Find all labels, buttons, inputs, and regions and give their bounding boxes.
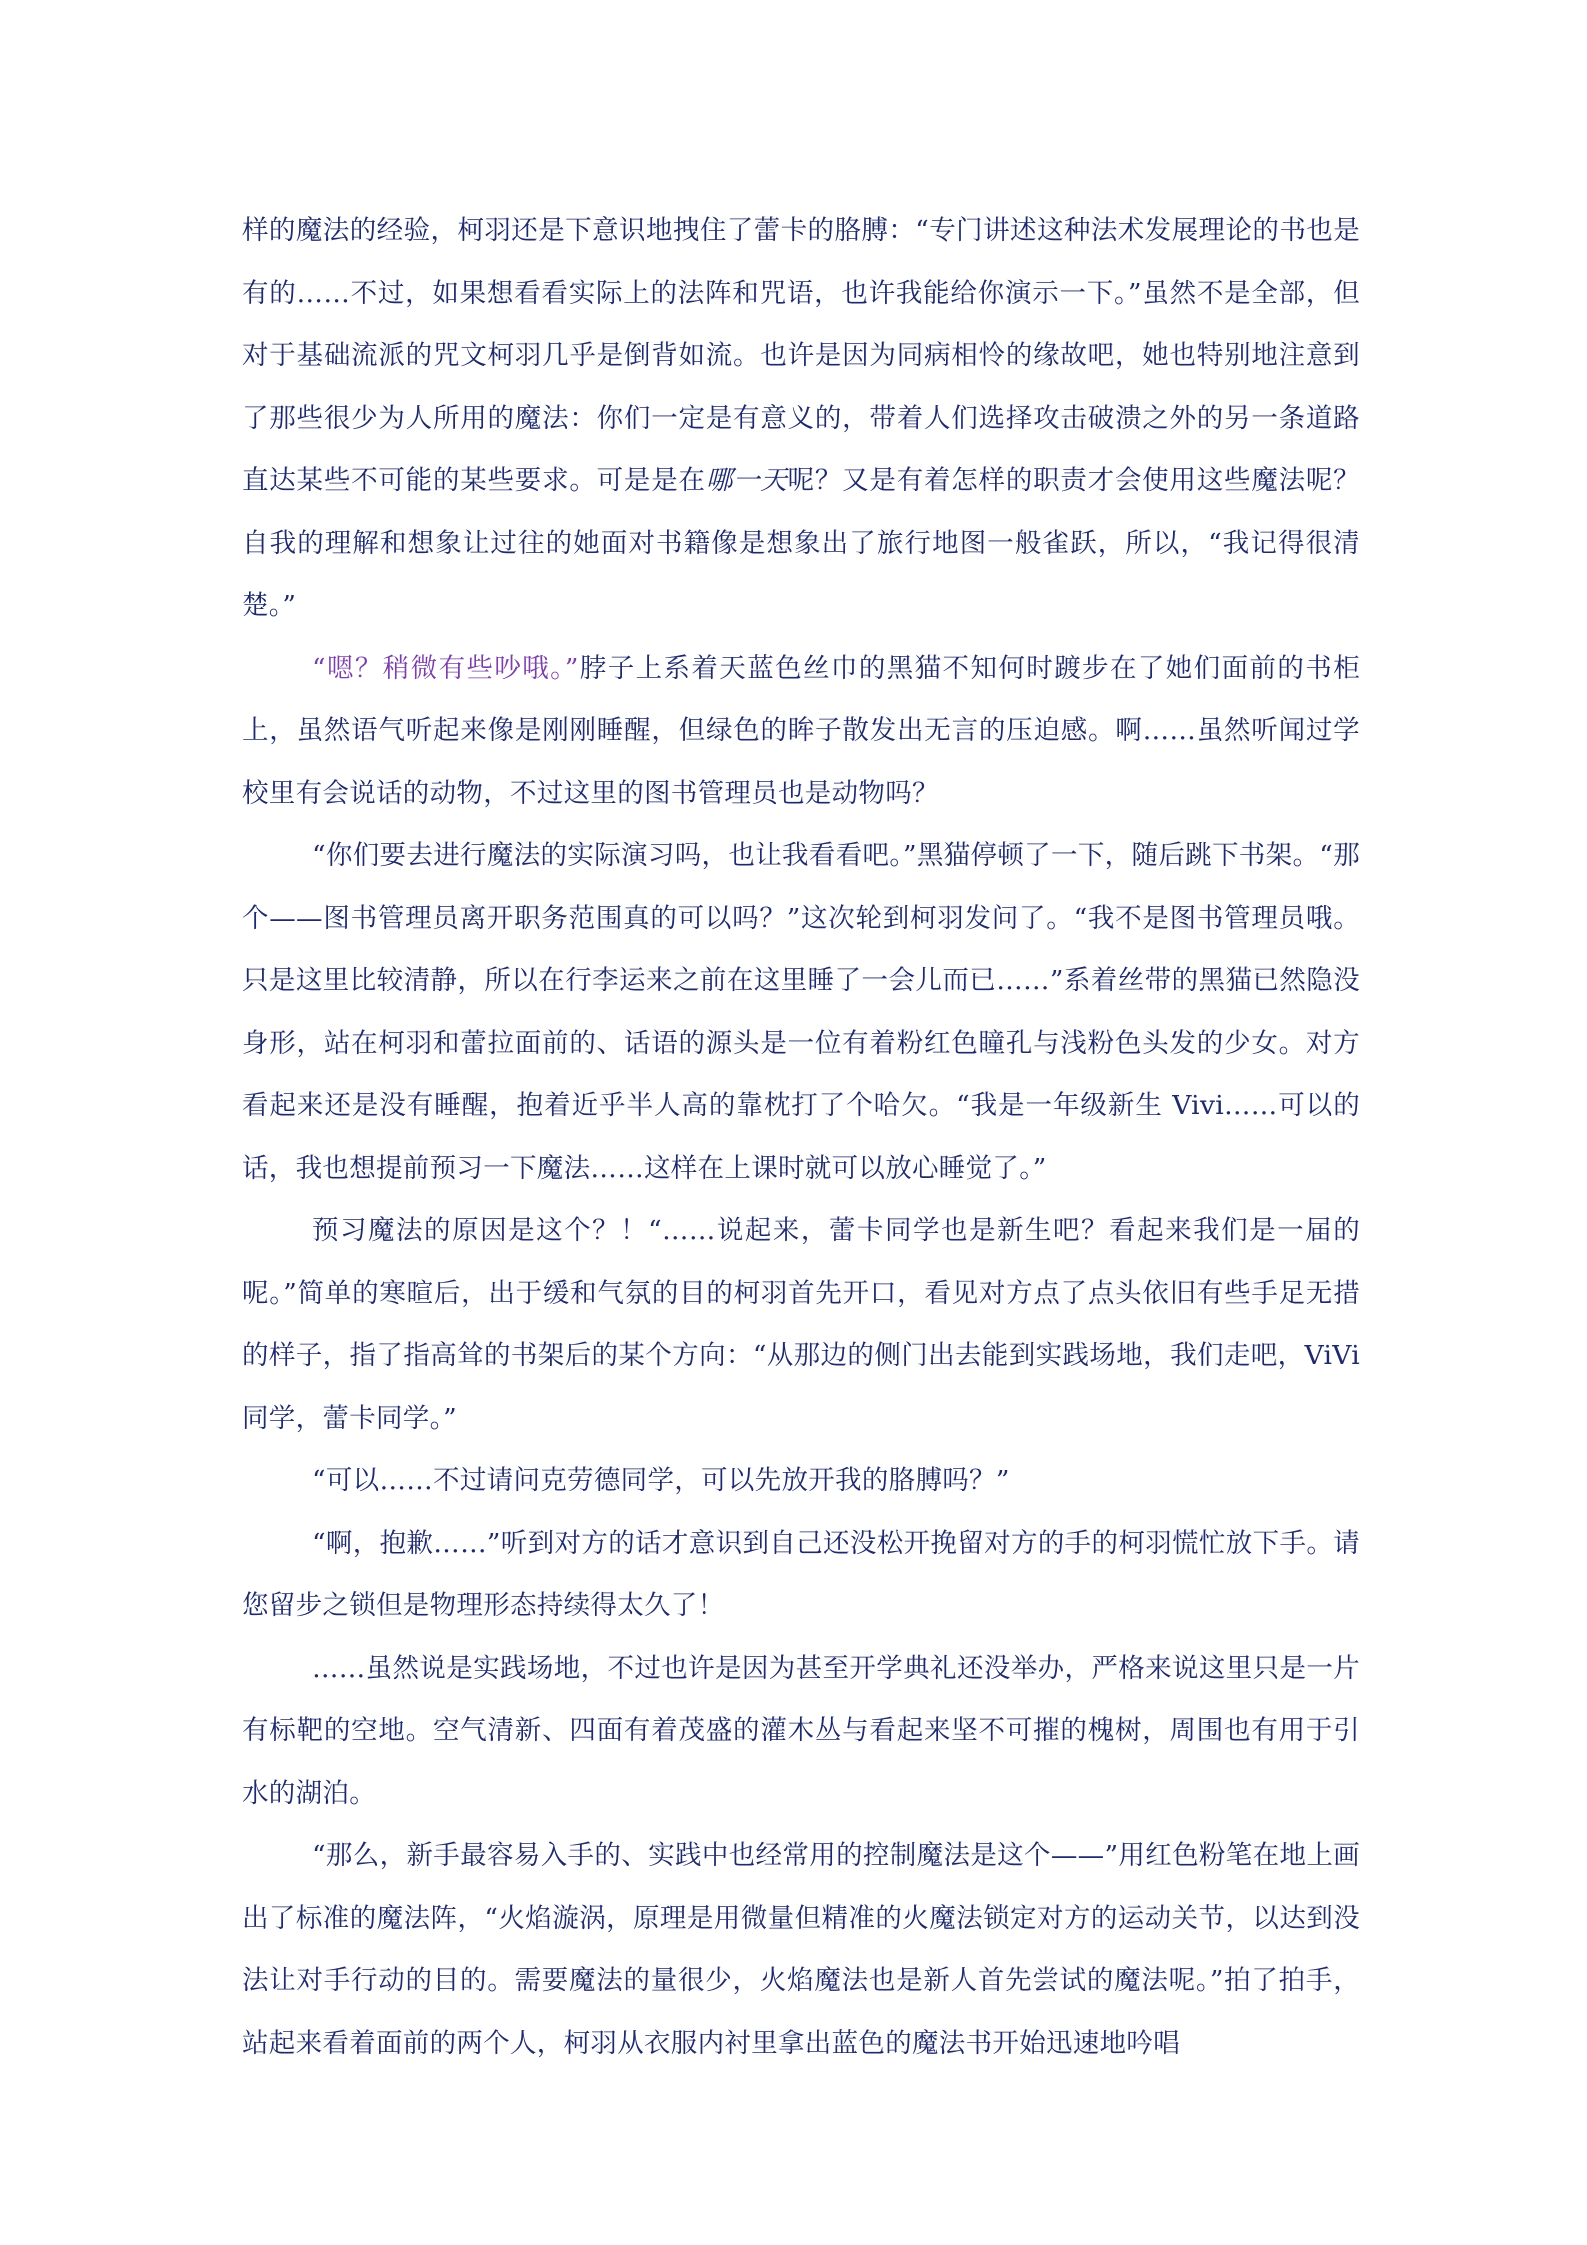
paragraph-2 [242,638,1360,826]
paragraph-4-text: 预习魔法的原因是这个？！“……说起来，蕾卡同学也是新生吧？看起来我们是一届的呢。”简单的寒暄后，出于缓和气氛的目的柯羽首先开口，看见对方点了点头依旧有些手足无措的样子，指了指高耸的书架后的某个方向：“从那边的侧门出去能到实践场地，我们走吧，ViVi 同学，蕾卡同学。” [242,1215,1360,1434]
paragraph-1-italic-phrase: 哪一天 [705,465,788,496]
paragraph-1-text-a: 样的魔法的经验，柯羽还是下意识地拽住了蕾卡的胳膊：“专门讲述这种法术发展理论的书也是有的……不过，如果想看看实际上的法阵和咒语，也许我能给你演示一下。”虽然不是全部，但对于基础流派的咒文柯羽几乎是倒背如流。也许是因为同病相怜的缘故吧，她也特别地注意到了那些很少为人所用的魔法：你们一定是有意义的，带着人们选择攻击破溃之外的另一条道路直达某些不可能的某些要求。可是是在 [242,215,1360,496]
paragraph-5 [242,1450,1360,1513]
paragraph-7-text: ……虽然说是实践场地，不过也许是因为甚至开学典礼还没举办，严格来说这里只是一片有标靶的空地。空气清新、四面有着茂盛的灌木丛与看起来坚不可摧的槐树，周围也有用于引水的湖泊。 [242,1652,1360,1809]
paragraph-1-text-b: 呢？又是有着怎样的职责才会使用这些魔法呢？自我的理解和想象让过往的她面对书籍像是想象出了旅行地图一般雀跃，所以，“我记得很清楚。” [242,465,1360,621]
paragraph-6-text: “啊，抱歉……”听到对方的话才意识到自己还没松开挽留对方的手的柯羽慌忙放下手。请您留步之锁但是物理形态持续得太久了！ [242,1527,1360,1621]
paragraph-7 [242,1638,1360,1826]
paragraph-1 [242,200,1360,638]
paragraph-3-text: “你们要去进行魔法的实际演习吗，也让我看看吧。”黑猫停顿了一下，随后跳下书架。“那个——图书管理员离开职务范围真的可以吗？”这次轮到柯羽发问了。“我不是图书管理员哦。只是这里比较清静，所以在行李运来之前在这里睡了一会儿而已……”系着丝带的黑猫已然隐没身形，站在柯羽和蕾拉面前的、话语的源头是一位有着粉红色瞳孔与浅粉色头发的少女。对方看起来还是没有睡醒，抱着近乎半人高的靠枕打了个哈欠。“我是一年级新生 Vivi……可以的话，我也想提前预习一下魔法……这样在上课时就可以放心睡觉了。” [242,840,1360,1184]
paragraph-2-text: 脖子上系着天蓝色丝巾的黑猫不知何时踱步在了她们面前的书柜上，虽然语气听起来像是刚刚睡醒，但绿色的眸子散发出无言的压迫感。啊……虽然听闻过学校里有会说话的动物，不过这里的图书管理员也是动物吗？ [242,652,1360,809]
paragraph-4 [242,1200,1360,1450]
paragraph-6 [242,1513,1360,1638]
paragraph-3 [242,825,1360,1200]
document-page [242,200,1360,2075]
paragraph-5-text: “可以……不过请问克劳德同学，可以先放开我的胳膊吗？” [312,1465,1010,1496]
paragraph-8-text: “那么，新手最容易入手的、实践中也经常用的控制魔法是这个——”用红色粉笔在地上画出了标准的魔法阵，“火焰漩涡，原理是用微量但精准的火魔法锁定对方的运动关节，以达到没法让对手行动的目的。需要魔法的量很少，火焰魔法也是新人首先尝试的魔法呢。”拍了拍手，站起来看着面前的两个人，柯羽从衣服内衬里拿出蓝色的魔法书开始迅速地吟唱 [242,1840,1360,2059]
paragraph-2-cat-speech: “嗯？稍微有些吵哦。” [312,652,579,684]
paragraph-8 [242,1825,1360,2075]
